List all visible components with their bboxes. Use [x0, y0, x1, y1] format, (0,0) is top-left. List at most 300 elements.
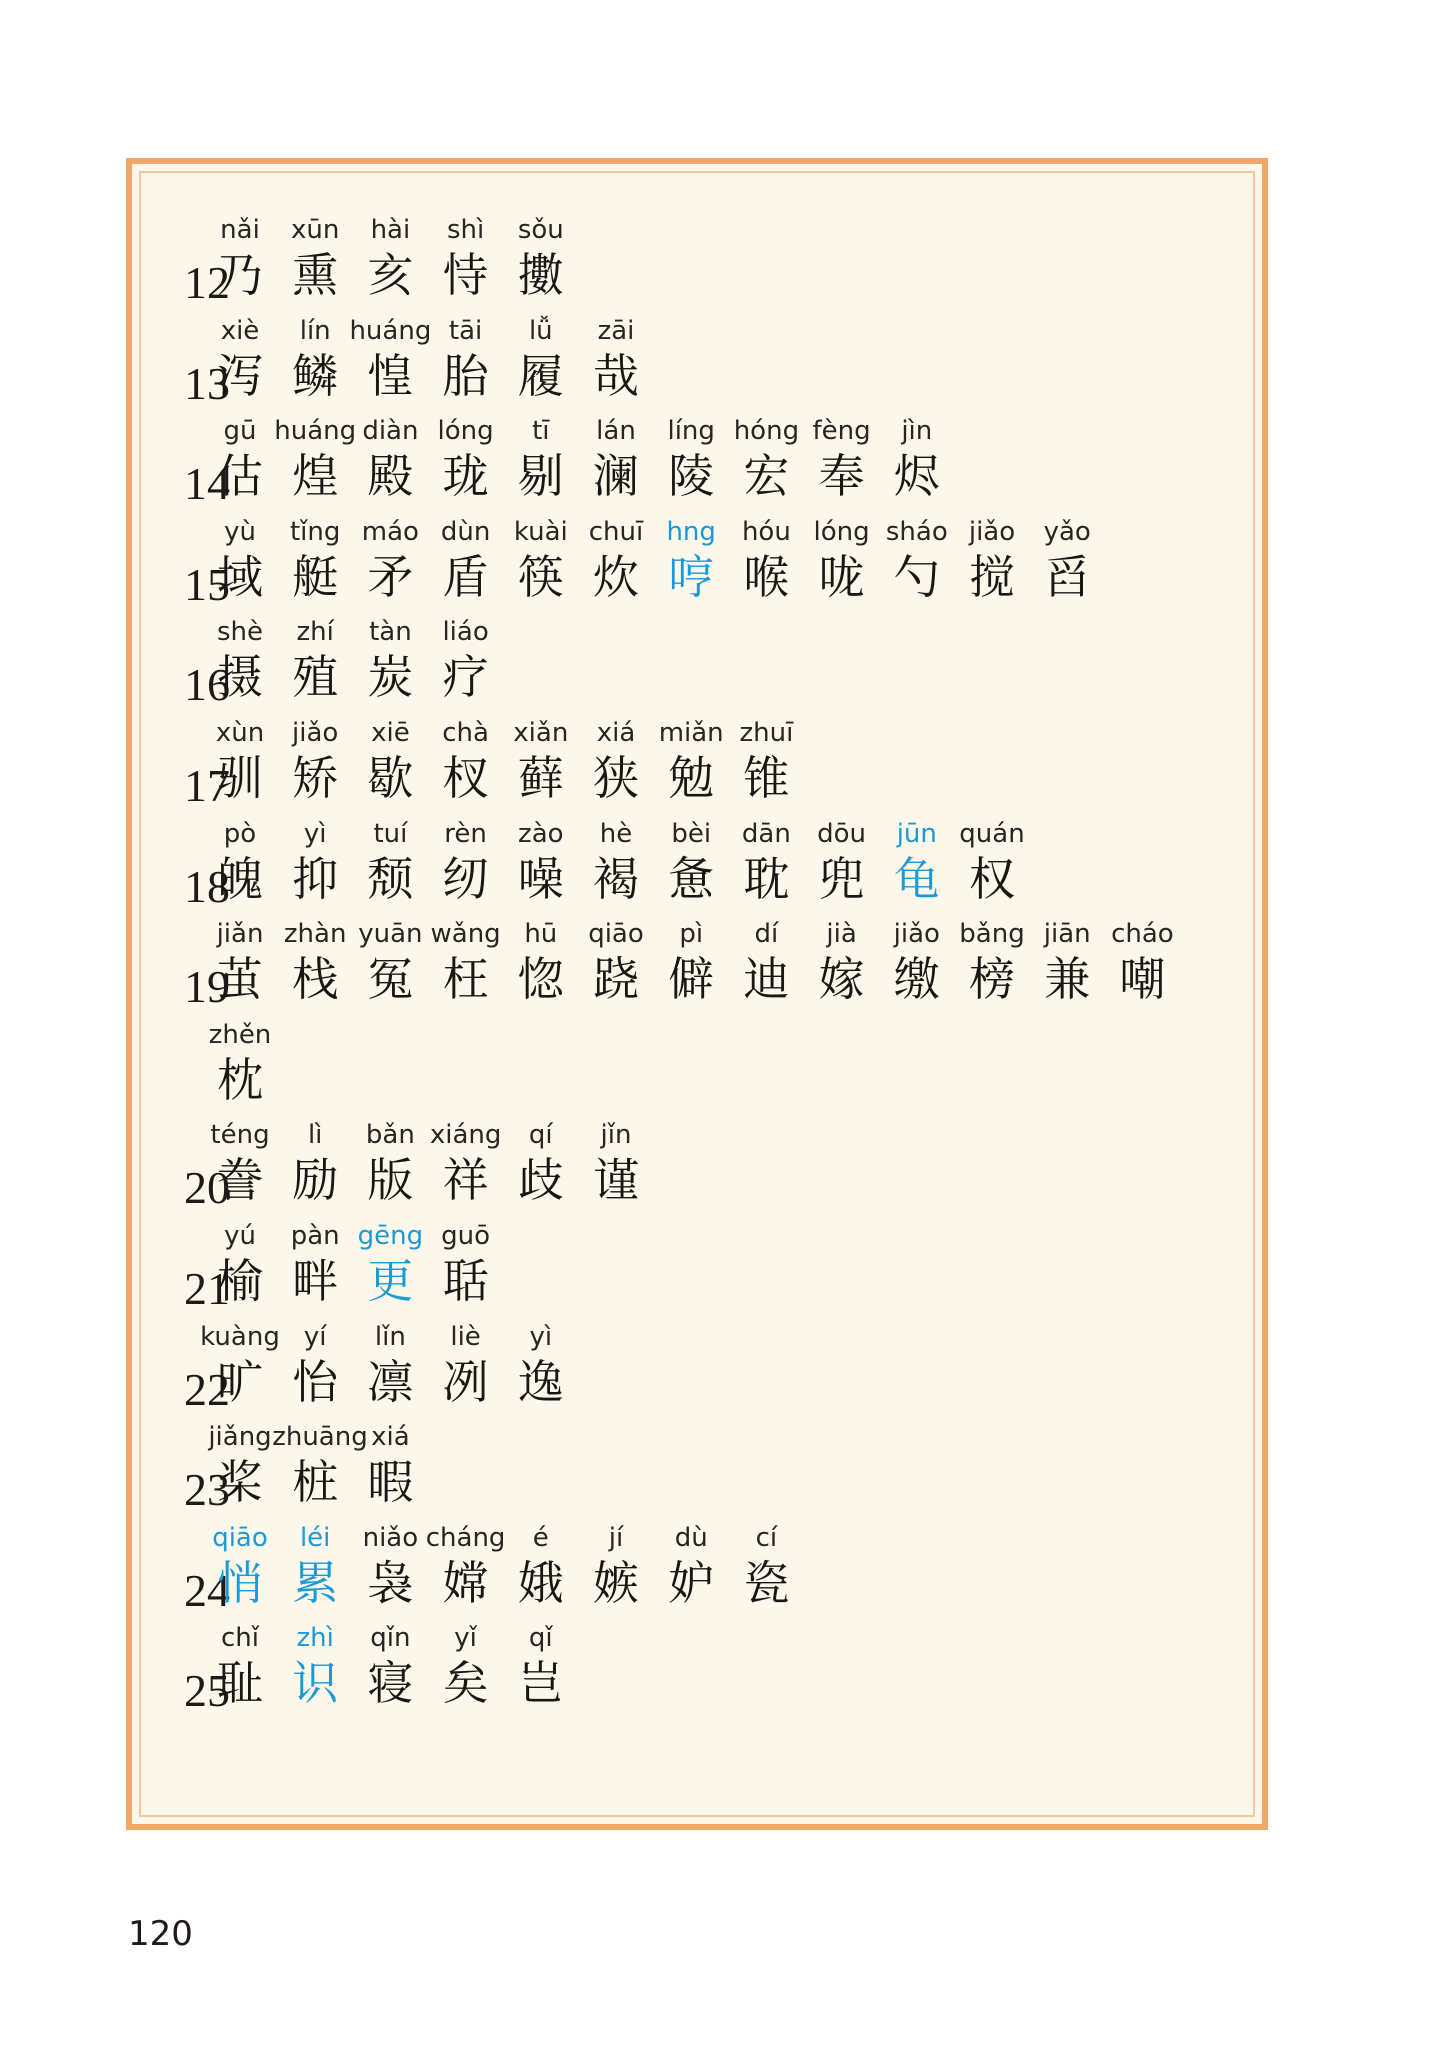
- vocab-row: [132, 415, 1252, 515]
- hanzi: 识: [292, 1656, 339, 1711]
- pinyin: jǐn: [600, 1120, 632, 1151]
- character-entry: [799, 818, 885, 908]
- hanzi: 嫉: [593, 1555, 639, 1610]
- pinyin: cí: [755, 1522, 778, 1553]
- pinyin: yì: [303, 818, 327, 849]
- hanzi: 谨: [593, 1153, 639, 1208]
- pinyin: hóng: [733, 416, 800, 447]
- character-entry: [648, 516, 734, 606]
- pinyin: léi: [299, 1522, 331, 1553]
- pinyin: tàn: [369, 617, 412, 648]
- vocab-row: [132, 1522, 1252, 1622]
- pinyin: qiāo: [212, 1522, 268, 1553]
- character-entry: [197, 918, 283, 1008]
- character-entry: [498, 1522, 584, 1612]
- hanzi: 冽: [442, 1354, 489, 1409]
- page-number: 120: [128, 1914, 193, 1954]
- hanzi: 兼: [1044, 952, 1091, 1007]
- character-entry: [347, 415, 433, 505]
- character-entry: [423, 717, 509, 807]
- hanzi: 僻: [668, 952, 715, 1007]
- pinyin: chǐ: [221, 1623, 259, 1654]
- pinyin: dùn: [440, 516, 491, 547]
- pinyin: bèi: [671, 818, 712, 849]
- vocab-row: [132, 1622, 1252, 1722]
- pinyin: jiān: [1043, 919, 1091, 950]
- pinyin: lóng: [813, 516, 870, 547]
- pinyin: lǐn: [374, 1321, 406, 1352]
- vocab-row: [132, 315, 1252, 415]
- hanzi: 矛: [367, 549, 414, 604]
- pinyin: jūn: [896, 818, 937, 849]
- pinyin: zhěn: [208, 1019, 272, 1050]
- hanzi: 咙: [818, 549, 865, 604]
- pinyin: miǎn: [658, 718, 724, 748]
- pinyin: diàn: [362, 416, 419, 447]
- pinyin: yì: [529, 1321, 553, 1352]
- character-entry: [423, 516, 509, 606]
- character-entry: [874, 918, 960, 1008]
- hanzi: 烬: [893, 449, 940, 504]
- pinyin: sǒu: [517, 215, 564, 245]
- pinyin: tuí: [373, 818, 408, 849]
- hanzi: 勉: [668, 751, 715, 805]
- vocab-row: [132, 1421, 1252, 1521]
- hanzi: 祥: [442, 1153, 489, 1208]
- pinyin: xiè: [220, 315, 260, 346]
- hanzi: 宏: [743, 449, 790, 504]
- character-entry: [197, 415, 283, 505]
- pinyin: rèn: [444, 818, 487, 849]
- pinyin: pò: [223, 818, 257, 849]
- hanzi: 履: [517, 348, 564, 403]
- pinyin: xùn: [215, 718, 265, 748]
- hanzi: 嫦: [442, 1555, 489, 1610]
- hanzi: 噪: [517, 851, 564, 906]
- pinyin: niǎo: [362, 1522, 419, 1553]
- character-entry: [573, 315, 659, 405]
- character-entry: [498, 1119, 584, 1209]
- hanzi: 茧: [217, 952, 263, 1007]
- hanzi: 跷: [593, 952, 639, 1007]
- hanzi: 乃: [217, 248, 263, 302]
- character-entry: [197, 1522, 283, 1612]
- hanzi: 迪: [743, 952, 790, 1007]
- pinyin: kuàng: [200, 1321, 280, 1352]
- vocab-row: [132, 1019, 1252, 1119]
- character-entry: [197, 717, 283, 807]
- pinyin: quán: [959, 818, 1025, 849]
- hanzi: 亥: [367, 248, 414, 302]
- lesson-number: 23: [184, 1464, 230, 1516]
- pinyin: nǎi: [220, 215, 260, 245]
- lesson-number: 25: [184, 1665, 230, 1717]
- character-entry: [272, 415, 358, 505]
- pinyin: zāi: [597, 315, 635, 346]
- hanzi: 龟: [893, 851, 940, 906]
- hanzi: 版: [367, 1153, 414, 1208]
- character-entry: [272, 717, 358, 807]
- hanzi: 煌: [292, 449, 339, 504]
- lesson-number: 24: [184, 1564, 230, 1616]
- pinyin: cháo: [1111, 919, 1174, 950]
- character-entry: [573, 717, 659, 807]
- character-entry: [498, 1321, 584, 1411]
- pinyin: yí: [303, 1321, 327, 1352]
- hanzi: 殿: [367, 449, 414, 504]
- hanzi: 妒: [668, 1555, 715, 1610]
- vocab-row: [132, 717, 1252, 817]
- hanzi: 瓷: [743, 1555, 790, 1610]
- pinyin: xiáng: [429, 1120, 502, 1151]
- vocab-row: [132, 1119, 1252, 1219]
- lesson-number: 12: [184, 257, 230, 308]
- pinyin: fèng: [812, 416, 871, 447]
- hanzi: 嘲: [1119, 952, 1166, 1007]
- hanzi: 锥: [743, 751, 790, 805]
- character-entry: [874, 415, 960, 505]
- character-entry: [272, 616, 358, 706]
- hanzi: 陵: [668, 449, 715, 504]
- hanzi: 桨: [217, 1455, 263, 1510]
- pinyin: xiá: [596, 718, 636, 748]
- hanzi: 藓: [517, 751, 564, 805]
- pinyin: hū: [524, 919, 558, 950]
- character-entry: [197, 1119, 283, 1209]
- lesson-number: 20: [184, 1162, 230, 1214]
- character-entry: [347, 516, 433, 606]
- hanzi: 域: [217, 549, 263, 604]
- hanzi: 炭: [367, 650, 414, 705]
- pinyin: zhì: [296, 1623, 334, 1654]
- character-entry: [498, 717, 584, 807]
- pinyin: wǎng: [430, 919, 501, 950]
- character-entry: [197, 214, 283, 304]
- character-entry: [197, 1019, 283, 1109]
- pinyin: dōu: [817, 818, 867, 849]
- character-entry: [949, 918, 1035, 1008]
- character-entry: [272, 1220, 358, 1310]
- hanzi: 榆: [217, 1254, 263, 1308]
- hanzi: 褐: [593, 851, 639, 906]
- pinyin: chà: [442, 718, 489, 748]
- hanzi: 栈: [292, 952, 339, 1007]
- pinyin: lì: [307, 1120, 323, 1151]
- character-entry: [423, 415, 509, 505]
- hanzi: 殖: [292, 650, 339, 705]
- character-entry: [272, 1622, 358, 1712]
- pinyin: dù: [674, 1522, 708, 1553]
- vocab-row: [132, 918, 1252, 1018]
- character-entry: [197, 1220, 283, 1310]
- hanzi: 榜: [969, 952, 1015, 1007]
- hanzi: 畔: [292, 1254, 339, 1308]
- pinyin: tāi: [448, 315, 483, 346]
- pinyin: máo: [361, 516, 419, 547]
- character-entry: [573, 1522, 659, 1612]
- pinyin: téng: [210, 1120, 270, 1151]
- lesson-number: 14: [184, 458, 230, 510]
- pinyin: hng: [666, 516, 716, 547]
- hanzi: 摄: [217, 650, 263, 705]
- hanzi: 凛: [367, 1354, 414, 1409]
- hanzi: 枕: [217, 1052, 263, 1107]
- hanzi: 缴: [893, 952, 940, 1007]
- vocabulary-frame: [126, 158, 1268, 1830]
- hanzi: 舀: [1044, 549, 1091, 604]
- character-entry: [347, 214, 433, 304]
- pinyin: tī: [532, 416, 550, 447]
- character-entry: [648, 415, 734, 505]
- character-entry: [723, 818, 809, 908]
- character-entry: [573, 516, 659, 606]
- pinyin: huáng: [349, 315, 432, 346]
- pinyin: yuān: [358, 919, 423, 950]
- hanzi: 惶: [367, 348, 414, 403]
- pinyin: dān: [741, 818, 791, 849]
- character-entry: [347, 616, 433, 706]
- character-entry: [272, 516, 358, 606]
- pinyin: tǐng: [289, 516, 341, 547]
- character-entry: [874, 516, 960, 606]
- character-entry: [423, 315, 509, 405]
- pinyin: xiǎn: [513, 718, 569, 748]
- character-entry: [272, 1119, 358, 1209]
- hanzi: 权: [969, 851, 1015, 906]
- character-entry: [423, 1522, 509, 1612]
- vocab-row: [132, 1220, 1252, 1320]
- pinyin: zhí: [296, 617, 334, 648]
- character-entry: [423, 1119, 509, 1209]
- hanzi: 逸: [517, 1354, 564, 1409]
- character-entry: [874, 818, 960, 908]
- character-entry: [423, 1622, 509, 1712]
- hanzi: 胎: [442, 348, 489, 403]
- hanzi: 励: [292, 1153, 339, 1208]
- pinyin: jià: [826, 919, 857, 950]
- lesson-number: 18: [184, 860, 230, 912]
- hanzi: 更: [367, 1254, 414, 1308]
- pinyin: lín: [299, 315, 331, 346]
- vocab-row: [132, 214, 1252, 314]
- pinyin: dí: [754, 919, 779, 950]
- character-entry: [949, 818, 1035, 908]
- pinyin: zhuāng: [272, 1422, 368, 1453]
- character-entry: [197, 616, 283, 706]
- pinyin: cháng: [425, 1522, 506, 1553]
- character-entry: [347, 315, 433, 405]
- character-entry: [648, 717, 734, 807]
- pinyin: zhuī: [739, 718, 794, 748]
- character-entry: [648, 818, 734, 908]
- pinyin: xiá: [371, 1422, 410, 1453]
- hanzi: 剔: [517, 449, 564, 504]
- hanzi: 矣: [442, 1656, 489, 1711]
- hanzi: 暇: [367, 1455, 414, 1510]
- character-entry: [799, 918, 885, 1008]
- hanzi: 珑: [442, 449, 489, 504]
- lesson-number: 22: [184, 1363, 230, 1415]
- pinyin: jiǎng: [208, 1422, 272, 1453]
- pinyin: hè: [599, 818, 633, 849]
- pinyin: guō: [441, 1221, 491, 1251]
- pinyin: qǐ: [528, 1623, 553, 1654]
- character-entry: [347, 1421, 433, 1511]
- character-entry: [498, 315, 584, 405]
- pinyin: liè: [450, 1321, 481, 1352]
- hanzi: 抑: [292, 851, 339, 906]
- pinyin: yǎo: [1043, 516, 1091, 547]
- hanzi: 岂: [517, 1656, 564, 1711]
- character-entry: [423, 918, 509, 1008]
- hanzi: 狭: [593, 751, 639, 805]
- hanzi: 歧: [517, 1153, 564, 1208]
- character-entry: [498, 918, 584, 1008]
- hanzi: 娥: [517, 1555, 564, 1610]
- character-entry: [197, 818, 283, 908]
- character-entry: [347, 1522, 433, 1612]
- character-entry: [423, 818, 509, 908]
- character-entry: [498, 818, 584, 908]
- pinyin: qí: [528, 1120, 553, 1151]
- hanzi: 惚: [517, 952, 564, 1007]
- hanzi: 桩: [292, 1455, 339, 1510]
- character-entry: [648, 918, 734, 1008]
- pinyin: xiē: [371, 718, 410, 748]
- hanzi: 驯: [217, 751, 263, 805]
- pinyin: yù: [224, 516, 256, 547]
- character-entry: [197, 516, 283, 606]
- character-entry: [723, 415, 809, 505]
- pinyin: lán: [596, 416, 636, 447]
- lesson-number: 15: [184, 558, 230, 610]
- character-entry: [573, 818, 659, 908]
- vocab-row: [132, 616, 1252, 716]
- pinyin: jiǎo: [292, 718, 339, 748]
- character-entry: [347, 1622, 433, 1712]
- hanzi: 誊: [217, 1153, 263, 1208]
- character-entry: [1099, 918, 1185, 1008]
- pinyin: é: [532, 1522, 549, 1553]
- character-entry: [423, 616, 509, 706]
- hanzi: 澜: [593, 449, 639, 504]
- character-entry: [573, 1119, 659, 1209]
- character-entry: [197, 1321, 283, 1411]
- hanzi: 喉: [743, 549, 790, 604]
- hanzi: 歇: [367, 751, 414, 805]
- pinyin: jiǎn: [216, 919, 264, 950]
- hanzi: 炊: [593, 549, 639, 604]
- pinyin: pàn: [290, 1221, 340, 1251]
- character-entry: [272, 214, 358, 304]
- hanzi: 哉: [593, 348, 639, 403]
- character-entry: [498, 1622, 584, 1712]
- hanzi: 恃: [442, 248, 489, 302]
- pinyin: zhàn: [283, 919, 347, 950]
- lesson-number: 21: [184, 1263, 230, 1314]
- hanzi: 累: [292, 1555, 339, 1610]
- pinyin: jí: [608, 1522, 624, 1553]
- hanzi: 纫: [442, 851, 489, 906]
- hanzi: 筷: [517, 549, 564, 604]
- lesson-number: 17: [184, 760, 230, 811]
- character-entry: [648, 1522, 734, 1612]
- hanzi: 耻: [217, 1656, 263, 1711]
- character-entry: [573, 415, 659, 505]
- hanzi: 兜: [818, 851, 865, 906]
- hanzi: 勺: [893, 549, 940, 604]
- lesson-number: 16: [184, 659, 230, 711]
- character-entry: [423, 214, 509, 304]
- hanzi: 泻: [217, 348, 263, 403]
- character-entry: [272, 315, 358, 405]
- character-entry: [799, 415, 885, 505]
- pinyin: qǐn: [370, 1623, 411, 1654]
- pinyin: gēng: [357, 1221, 424, 1251]
- hanzi: 惫: [668, 851, 715, 906]
- hanzi: 盾: [442, 549, 489, 604]
- hanzi: 杈: [442, 751, 489, 805]
- character-entry: [423, 1220, 509, 1310]
- character-entry: [347, 818, 433, 908]
- character-entry: [272, 1421, 368, 1511]
- pinyin: jiǎo: [893, 919, 940, 950]
- character-entry: [423, 1321, 509, 1411]
- character-entry: [723, 1522, 809, 1612]
- hanzi: 寝: [367, 1656, 414, 1711]
- hanzi: 擻: [517, 248, 564, 302]
- hanzi: 冤: [367, 952, 414, 1007]
- lesson-number: 13: [184, 357, 230, 409]
- pinyin: sháo: [885, 516, 948, 547]
- hanzi: 艇: [292, 549, 339, 604]
- character-entry: [272, 1321, 358, 1411]
- character-entry: [498, 516, 584, 606]
- character-entry: [197, 1622, 283, 1712]
- character-entry: [799, 516, 885, 606]
- pinyin: lóng: [437, 416, 494, 447]
- character-entry: [1024, 918, 1110, 1008]
- pinyin: zào: [518, 818, 564, 849]
- hanzi: 哼: [668, 549, 715, 604]
- character-entry: [347, 1220, 433, 1310]
- character-entry: [347, 717, 433, 807]
- hanzi: 搅: [969, 549, 1015, 604]
- pinyin: yú: [224, 1221, 256, 1251]
- pinyin: lǚ: [528, 315, 553, 346]
- pinyin: chuī: [588, 516, 644, 547]
- pinyin: liáo: [442, 617, 489, 648]
- pinyin: pì: [679, 919, 704, 950]
- vocab-row: [132, 818, 1252, 918]
- character-entry: [1024, 516, 1110, 606]
- hanzi: 疗: [442, 650, 489, 705]
- pinyin: hài: [370, 215, 411, 245]
- character-entry: [347, 918, 433, 1008]
- hanzi: 颓: [367, 851, 414, 906]
- character-entry: [723, 918, 809, 1008]
- pinyin: qiāo: [588, 919, 644, 950]
- pinyin: gū: [223, 416, 257, 447]
- hanzi: 耽: [743, 851, 790, 906]
- pinyin: shì: [446, 215, 485, 245]
- character-entry: [723, 516, 809, 606]
- hanzi: 魄: [217, 851, 263, 906]
- vocab-row: [132, 516, 1252, 616]
- character-entry: [272, 818, 358, 908]
- pinyin: hóu: [741, 516, 791, 547]
- pinyin: jiǎo: [968, 516, 1016, 547]
